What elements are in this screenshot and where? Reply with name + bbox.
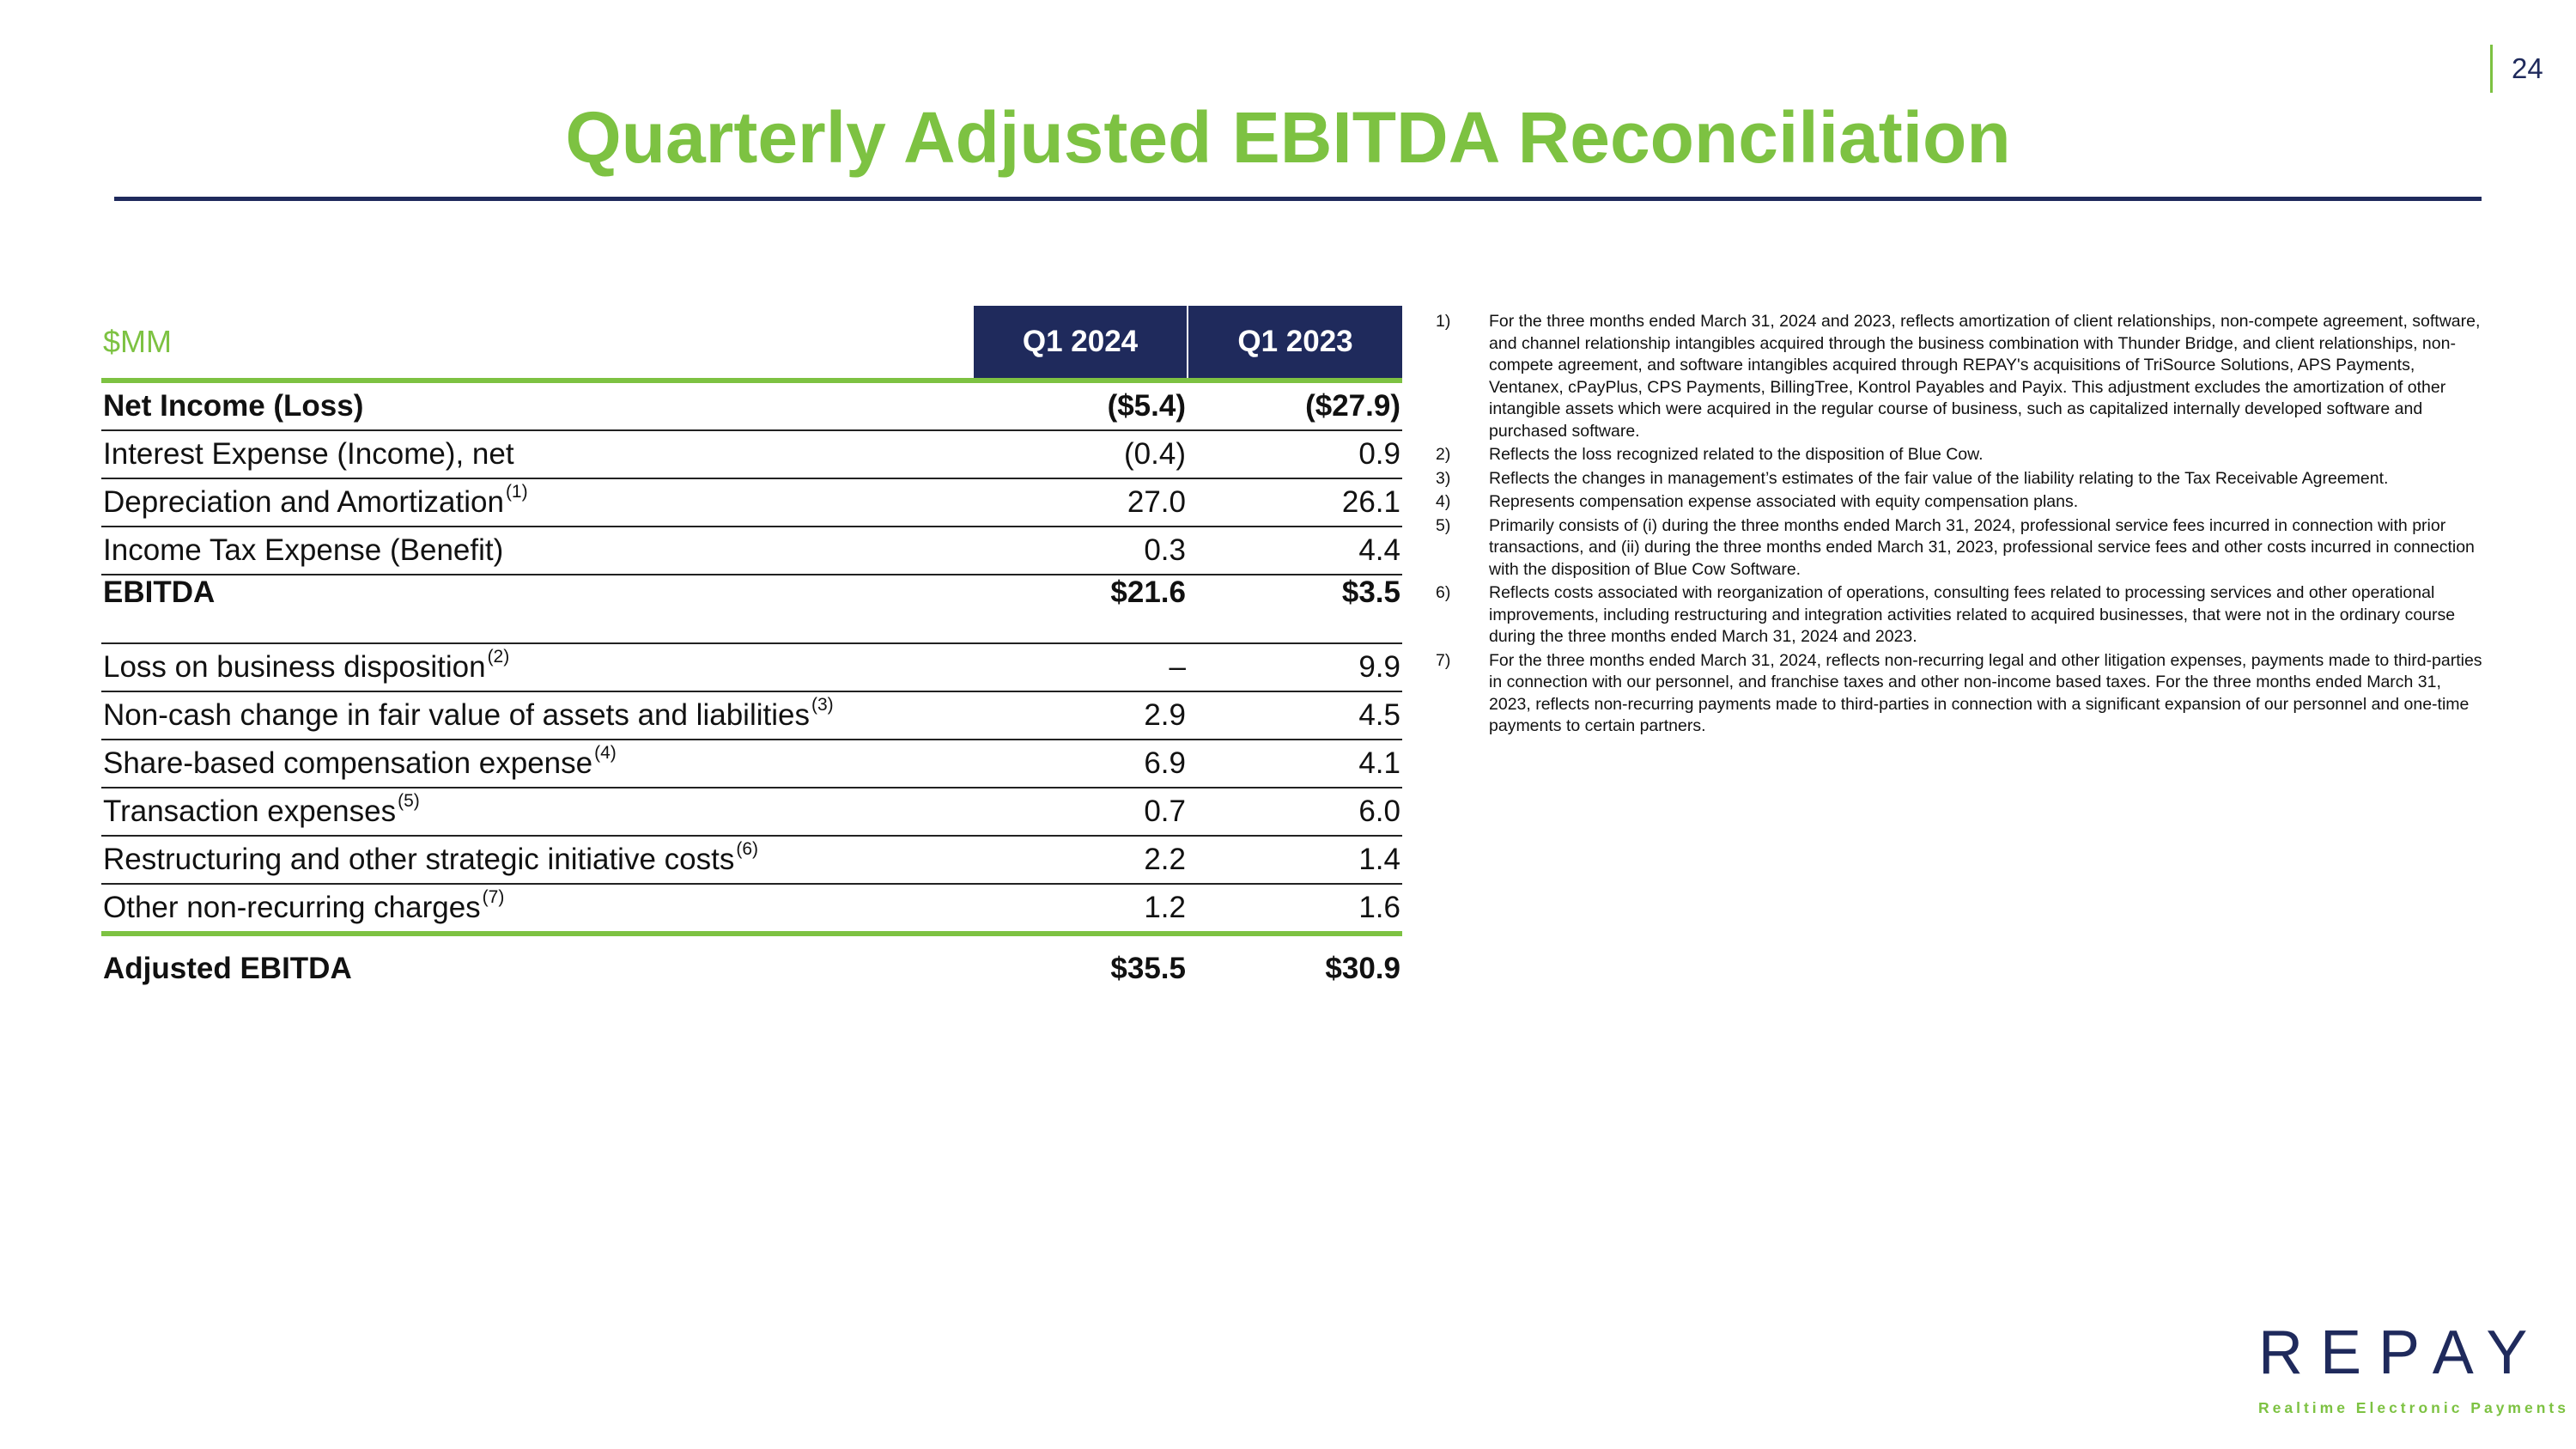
value-q1-2024: 27.0 <box>973 478 1188 527</box>
footnote-item <box>1436 311 2483 442</box>
value-q1-2024: (0.4) <box>973 430 1188 478</box>
value-q1-2023: 1.4 <box>1188 836 1402 884</box>
value-q1-2024: $21.6 <box>1110 575 1186 609</box>
row-label: Loss on business disposition$^{(2)}$ <box>101 643 973 691</box>
table-spacer <box>101 615 1402 643</box>
footnote-number: 6) <box>1436 583 1451 602</box>
footnote-number: 7) <box>1436 650 1451 670</box>
footnote-item <box>1436 491 2483 514</box>
footnote-ref: (5) <box>398 791 420 811</box>
row-label: Restructuring and other strategic initiative costs$^{(6)}$ <box>101 836 973 884</box>
value-q1-2023: 4.1 <box>1188 740 1402 788</box>
footnote-item <box>1436 515 2483 581</box>
table-header-row <box>101 306 1402 381</box>
table-row <box>101 527 1402 575</box>
footnote-number: 1) <box>1436 312 1451 331</box>
title-underline <box>114 197 2482 201</box>
footnote-ref: (3) <box>811 695 834 715</box>
value-q1-2024: 6.9 <box>973 740 1188 788</box>
row-label: Share-based compensation expense$^{(4)}$ <box>101 740 973 788</box>
footnote-text: Reflects the changes in management’s estimates of the fair value of the liability relating to the Tax Receivable Agreement. <box>1489 468 2389 488</box>
footnote-ref: (2) <box>487 647 510 667</box>
row-label: Net Income (Loss) <box>101 381 973 430</box>
footnote-item <box>1436 444 2483 466</box>
value-q1-2024: ($5.4) <box>973 381 1188 430</box>
value-q1-2023: 4.4 <box>1188 527 1402 575</box>
value-q1-2023: ($27.9) <box>1188 381 1402 430</box>
footnotes <box>1436 311 2483 740</box>
value-q1-2023: $3.5 <box>1341 575 1400 609</box>
value-q1-2024: 2.9 <box>973 691 1188 740</box>
row-label: Depreciation and Amortization$^{(1)}$ <box>101 478 973 527</box>
value-q1-2024: 1.2 <box>973 884 1188 934</box>
logo-word-text: REPAY <box>2258 1318 2545 1387</box>
row-label: Other non-recurring charges$^{(7)}$ <box>101 884 973 934</box>
footnote-number: 3) <box>1436 468 1451 488</box>
table-row <box>101 836 1402 884</box>
footnote-text: Primarily consists of (i) during the three months ended March 31, 2024, professional service fees incurred in connection with prior transactions, and (ii) during the three months ended March 31, 2023, professional service fees and other costs incurred in connection with the disposition of Blue Cow Software. <box>1489 515 2475 579</box>
footnote-number: 4) <box>1436 492 1451 511</box>
value-q1-2023: 1.6 <box>1188 884 1402 934</box>
row-label: Transaction expenses$^{(5)}$ <box>101 788 973 836</box>
footnote-ref: (1) <box>505 482 528 502</box>
row-label: Income Tax Expense (Benefit) <box>101 527 973 575</box>
footnote-ref: (6) <box>736 839 759 859</box>
page-title: Quarterly Adjusted EBITDA Reconciliation <box>565 97 2011 178</box>
value-q1-2023: 0.9 <box>1188 430 1402 478</box>
ebitda-reconciliation-table <box>101 306 1402 1002</box>
repay-logo <box>2258 1318 2569 1417</box>
logo-tagline: Realtime Electronic Payments <box>2258 1399 2569 1416</box>
value-q1-2024: – <box>973 643 1188 691</box>
table-row <box>101 788 1402 836</box>
footnote-item <box>1436 468 2483 490</box>
footnote-text: Reflects costs associated with reorganization of operations, consulting fees related to processing services and other operational improvements, including restructuring and integration activities related to acquired businesses, that were not in the ordinary course during the three months ended March 31, 2024 and 2023. <box>1489 583 2456 646</box>
table-row <box>101 740 1402 788</box>
logo-wordmark <box>2258 1318 2545 1387</box>
page-number-block <box>2490 45 2543 93</box>
table-row <box>101 691 1402 740</box>
column-header-q1-2023: Q1 2023 <box>1188 306 1402 381</box>
footnote-ref: (7) <box>482 887 505 907</box>
page-number-divider <box>2490 45 2493 93</box>
footnote-text: Represents compensation expense associated with equity compensation plans. <box>1489 492 2079 511</box>
table-row <box>101 381 1402 430</box>
table-row <box>101 643 1402 691</box>
footnote-item <box>1436 650 2483 738</box>
table-row-ebitda <box>101 575 1402 615</box>
footnote-text: For the three months ended March 31, 2024 and 2023, reflects amortization of client relationships, non-compete agreement, software, and channel relationship intangibles acquired through the business combination with Thunder Bridge, and client relationships, non-compete agreement, and software intangibles acquired through REPAY's acquisitions of TriSource Solutions, APS Payments, Ventanex, cPayPlus, CPS Payments, BillingTree, Kontrol Payables and Payix. This adjustment excludes the amortization of other intangible assets which were acquired in the regular course of business, such as capitalized internally developed software and purchased software. <box>1489 312 2481 441</box>
value-q1-2023: $30.9 <box>1325 952 1400 985</box>
value-q1-2024: 2.2 <box>973 836 1188 884</box>
footnote-ref: (4) <box>594 743 617 763</box>
value-q1-2023: 9.9 <box>1188 643 1402 691</box>
footnote-item <box>1436 582 2483 648</box>
value-q1-2023: 26.1 <box>1188 478 1402 527</box>
table-row <box>101 430 1402 478</box>
footnote-text: Reflects the loss recognized related to the disposition of Blue Cow. <box>1489 445 1984 464</box>
row-label: Non-cash change in fair value of assets and liabilities$^{(3)}$ <box>101 691 973 740</box>
table-row <box>101 478 1402 527</box>
row-label: Interest Expense (Income), net <box>101 430 973 478</box>
row-label: EBITDA <box>103 575 216 609</box>
table-row-adjusted-ebitda <box>101 934 1402 1002</box>
page-number: 24 <box>2512 52 2543 84</box>
value-q1-2023: 6.0 <box>1188 788 1402 836</box>
value-q1-2024: 0.7 <box>973 788 1188 836</box>
column-header-q1-2024: Q1 2024 <box>973 306 1188 381</box>
value-q1-2024: 0.3 <box>973 527 1188 575</box>
value-q1-2024: $35.5 <box>1110 952 1186 985</box>
value-q1-2023: 4.5 <box>1188 691 1402 740</box>
row-label: Adjusted EBITDA <box>103 952 352 985</box>
footnote-text: For the three months ended March 31, 2024, reflects non-recurring legal and other litigation expenses, payments made to third-parties in connection with our personnel, and franchise taxes and other non-income based taxes. For the three months ended March 31, 2023, reflects non-recurring payments made to third-parties in connection with a significant expansion of our personnel and one-time payments to certain partners. <box>1489 650 2482 735</box>
unit-label: $MM <box>103 324 172 359</box>
table-row <box>101 884 1402 934</box>
footnote-number: 5) <box>1436 515 1451 535</box>
footnote-number: 2) <box>1436 445 1451 464</box>
